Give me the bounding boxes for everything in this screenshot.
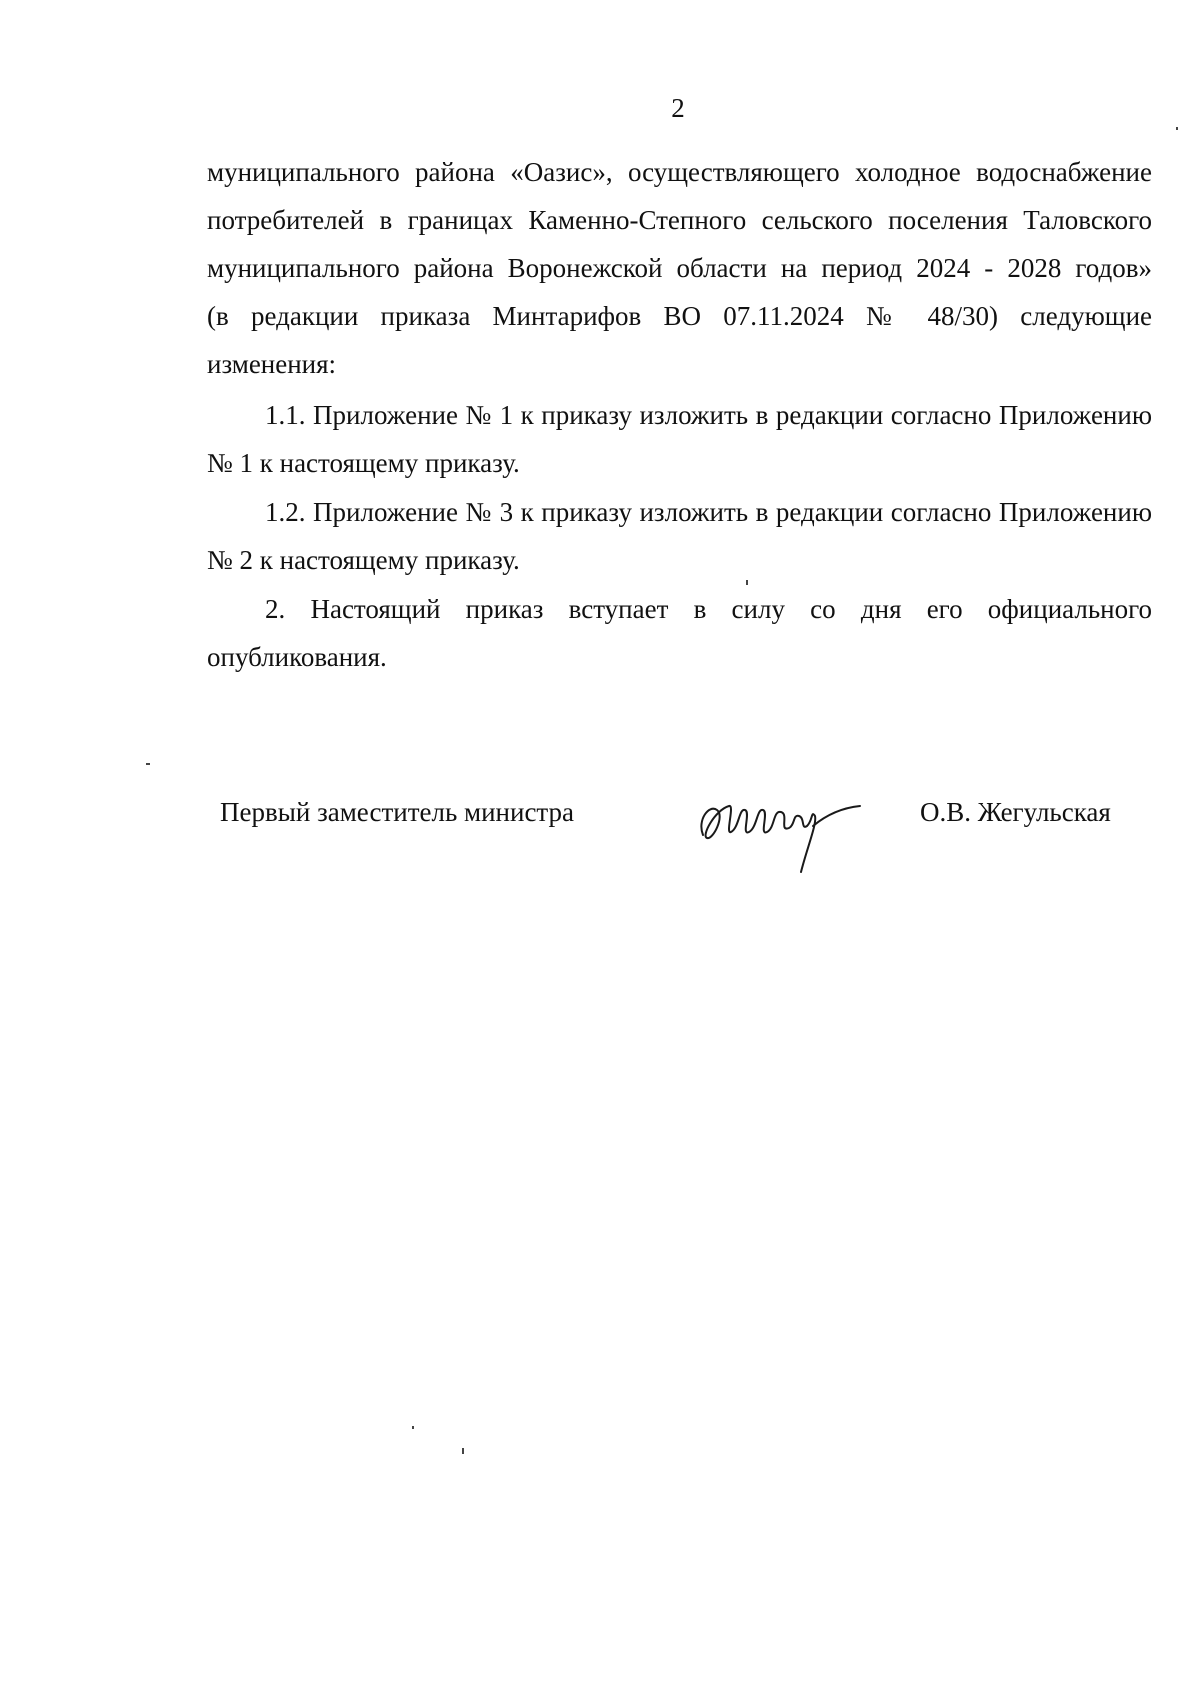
intro-line-2: потребителей в границах Каменно-Степного сельского поселения Таловского bbox=[207, 205, 1152, 235]
scan-speck bbox=[1176, 127, 1178, 130]
scan-speck bbox=[462, 1448, 464, 1454]
signer-title: Первый заместитель министра bbox=[220, 797, 575, 827]
scan-speck bbox=[412, 1426, 414, 1429]
scan-speck bbox=[146, 763, 150, 765]
item-1-1-paragraph: 1.1. Приложение № 1 к приказу изложить в редакции согласно Приложению № 1 к настоящему приказу. bbox=[207, 400, 1152, 478]
intro-line-3: муниципального района Воронежской области на период 2024 - 2028 годов» bbox=[207, 253, 1152, 283]
page-number: 2 bbox=[671, 93, 685, 123]
handwritten-signature bbox=[695, 780, 865, 880]
intro-line-1: муниципального района «Оазис», осуществляющего холодное водоснабжение bbox=[207, 157, 1152, 187]
scan-speck bbox=[746, 580, 748, 585]
intro-paragraph bbox=[207, 148, 1152, 388]
signature-block bbox=[0, 780, 1200, 880]
item-2-paragraph: 2. Настоящий приказ вступает в силу со дня его официального опубликования. bbox=[207, 594, 1152, 672]
intro-line-5: изменения: bbox=[207, 349, 337, 379]
signer-name: О.В. Жегульская bbox=[920, 797, 1111, 827]
item-1-2-paragraph: 1.2. Приложение № 3 к приказу изложить в редакции согласно Приложению № 2 к настоящему приказу. bbox=[207, 497, 1152, 575]
intro-line-4: (в редакции приказа Минтарифов ВО 07.11.2024 № 48/30) следующие bbox=[207, 301, 1152, 331]
